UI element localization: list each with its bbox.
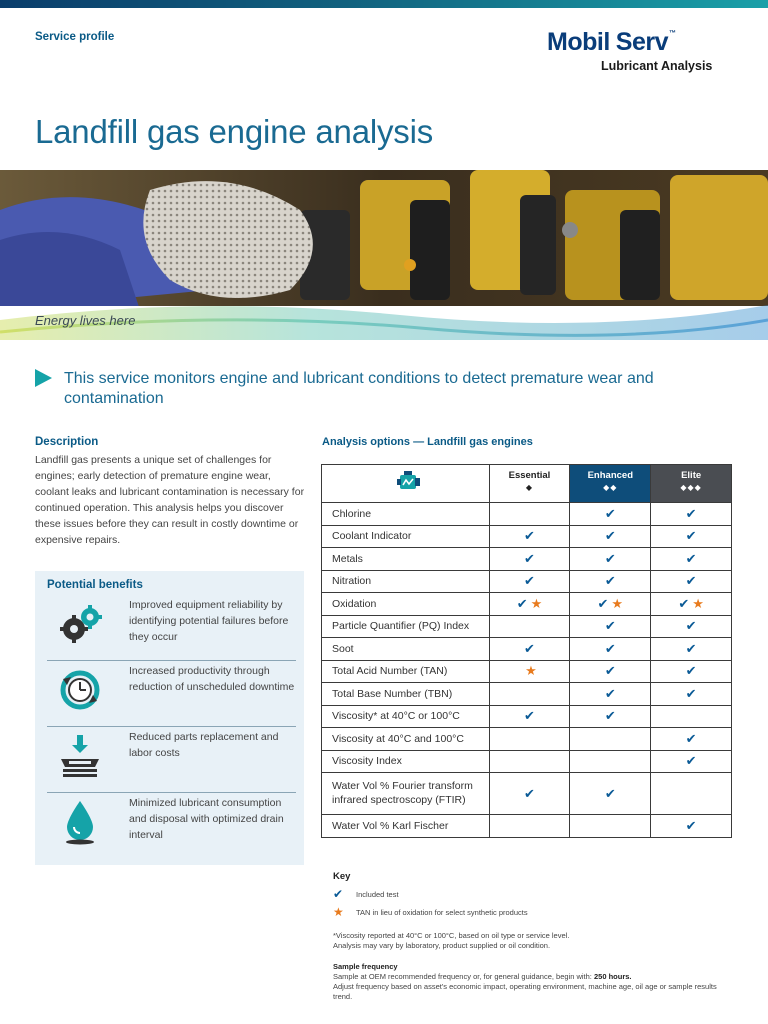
benefit-item	[35, 793, 304, 859]
mark-cell-elite	[651, 660, 732, 683]
sample-line: Sample at OEM recommended frequency or, for general guidance, begin with:	[333, 972, 592, 981]
table-row	[322, 705, 732, 728]
diamond-rating: ◆◆	[603, 483, 618, 492]
mark-cell-enhanced	[570, 525, 651, 548]
table-row	[322, 683, 732, 706]
key-tan-row	[333, 905, 528, 919]
mark-cell-enhanced	[570, 683, 651, 706]
check-icon: ✔	[604, 573, 616, 589]
check-icon: ✔	[685, 663, 697, 679]
clock-cycle-icon	[57, 667, 103, 713]
engine-icon	[396, 470, 422, 494]
benefit-text: Reduced parts replacement and labor costs	[129, 731, 279, 759]
mark-cell-elite	[651, 705, 732, 728]
key-title: Key	[333, 871, 351, 882]
mark-cell-essential	[489, 548, 570, 571]
mark-cell-enhanced	[570, 503, 651, 526]
mark-cell-elite	[651, 615, 732, 638]
sample-frequency-heading: Sample frequency	[333, 962, 398, 971]
star-icon: ★	[525, 663, 537, 679]
description-heading: Description	[35, 436, 99, 448]
mark-cell-essential	[489, 728, 570, 751]
table-row	[322, 570, 732, 593]
check-icon: ✔	[524, 785, 535, 801]
check-icon: ✔	[524, 528, 535, 544]
mark-cell-essential	[489, 615, 570, 638]
column-name: Essential	[508, 470, 551, 481]
mark-cell-enhanced	[570, 570, 651, 593]
mark-cell-essential	[489, 815, 570, 838]
mark-cell-elite	[651, 503, 732, 526]
analysis-options-title: Analysis options — Landfill gas engines	[322, 436, 533, 448]
check-icon: ✔	[685, 618, 697, 634]
table-row	[322, 773, 732, 815]
check-icon: ✔	[604, 685, 616, 701]
key-included-text: Included test	[356, 889, 399, 899]
mark-cell-elite	[651, 593, 732, 616]
check-icon: ✔	[685, 730, 697, 746]
mark-cell-enhanced	[570, 638, 651, 661]
mark-cell-elite	[651, 683, 732, 706]
star-icon: ★	[611, 595, 624, 611]
mark-cell-elite	[651, 750, 732, 773]
check-icon: ✔	[516, 595, 528, 611]
mark-cell-essential	[489, 750, 570, 773]
table-header-row	[322, 465, 732, 503]
table-row	[322, 638, 732, 661]
mark-cell-essential	[489, 705, 570, 728]
mark-cell-enhanced	[570, 705, 651, 728]
check-icon: ✔	[678, 595, 690, 611]
test-name-cell: Coolant Indicator	[322, 525, 490, 548]
column-enhanced	[570, 465, 651, 503]
benefits-panel	[35, 571, 304, 865]
mark-cell-elite	[651, 773, 732, 815]
test-name-cell: Water Vol % Karl Fischer	[322, 815, 490, 838]
mark-cell-enhanced	[570, 615, 651, 638]
test-name-cell: Nitration	[322, 570, 490, 593]
mark-cell-essential	[489, 683, 570, 706]
test-name-cell: Water Vol % Fourier transform infrared spectroscopy (FTIR)	[322, 773, 490, 815]
table-row	[322, 728, 732, 751]
column-name: Elite	[681, 470, 702, 481]
star-icon: ★	[333, 905, 344, 919]
logo-trademark: ™	[668, 30, 676, 37]
test-name-cell: Chlorine	[322, 503, 490, 526]
mark-cell-essential	[489, 570, 570, 593]
mark-cell-essential	[489, 503, 570, 526]
check-icon: ✔	[604, 640, 616, 656]
play-arrow-icon	[35, 369, 52, 387]
gears-icon	[57, 601, 103, 647]
mark-cell-elite	[651, 570, 732, 593]
check-icon: ✔	[685, 640, 697, 656]
check-icon: ✔	[333, 887, 344, 901]
description-body: Landfill gas presents a unique set of challenges for engines; early detection of premature engine wear, coolant leaks and lubricant contamination is necessary for continued operation. This analysis helps you discover these issues before they can result in costly downtime or expensive repairs.	[35, 454, 305, 546]
energy-tagline: Energy lives here	[35, 313, 136, 328]
mark-cell-essential	[489, 660, 570, 683]
page-title: Landfill gas engine analysis	[35, 113, 434, 150]
test-name-cell: Viscosity* at 40°C or 100°C	[322, 705, 490, 728]
test-name-cell: Soot	[322, 638, 490, 661]
diamond-rating: ◆◆◆	[680, 483, 702, 492]
check-icon: ✔	[604, 618, 616, 634]
table-row	[322, 525, 732, 548]
sample-frequency	[333, 962, 733, 1002]
check-icon: ✔	[604, 708, 616, 724]
check-icon: ✔	[685, 753, 697, 769]
check-icon: ✔	[524, 550, 535, 566]
top-gradient-bar	[0, 0, 768, 8]
test-name-cell: Metals	[322, 548, 490, 571]
column-essential	[489, 465, 570, 503]
mark-cell-enhanced	[570, 773, 651, 815]
lead-text: This service monitors engine and lubricant conditions to detect premature wear and contamination	[64, 370, 654, 407]
check-icon: ✔	[604, 785, 616, 801]
check-icon: ✔	[524, 573, 535, 589]
benefit-item	[35, 661, 304, 727]
benefit-text: Minimized lubricant consumption and disposal with optimized drain interval	[129, 797, 284, 841]
table-row	[322, 750, 732, 773]
table-row	[322, 815, 732, 838]
table-row	[322, 615, 732, 638]
mark-cell-enhanced	[570, 548, 651, 571]
footnote-line: Analysis may vary by laboratory, product supplied or oil condition.	[333, 941, 551, 950]
lead-statement	[35, 369, 715, 409]
benefit-item	[35, 595, 304, 661]
key-tan-text: TAN in lieu of oxidation for select synthetic products	[356, 907, 528, 917]
mark-cell-elite	[651, 548, 732, 571]
key-included-row	[333, 887, 399, 901]
column-elite	[651, 465, 732, 503]
mark-cell-enhanced	[570, 750, 651, 773]
logo-subtitle: Lubricant Analysis	[601, 59, 713, 73]
mark-cell-enhanced	[570, 660, 651, 683]
check-icon: ✔	[685, 505, 697, 521]
viscosity-footnote	[333, 931, 733, 951]
mark-cell-elite	[651, 525, 732, 548]
mark-cell-essential	[489, 525, 570, 548]
benefit-item	[35, 727, 304, 793]
test-name-cell: Particle Quantifier (PQ) Index	[322, 615, 490, 638]
test-name-cell: Viscosity at 40°C and 100°C	[322, 728, 490, 751]
check-icon: ✔	[604, 505, 616, 521]
table-row	[322, 593, 732, 616]
check-icon: ✔	[685, 528, 697, 544]
oil-drop-icon	[57, 799, 103, 845]
analysis-options-table	[321, 464, 732, 838]
sample-hours: 250 hours.	[594, 972, 632, 981]
table-body	[322, 503, 732, 838]
mark-cell-essential	[489, 773, 570, 815]
check-icon: ✔	[604, 528, 616, 544]
benefit-text: Increased productivity through reduction of unscheduled downtime	[129, 665, 295, 693]
check-icon: ✔	[604, 663, 616, 679]
test-name-cell: Total Base Number (TBN)	[322, 683, 490, 706]
footnote-line: *Viscosity reported at 40°C or 100°C, based on oil type or service level.	[333, 931, 570, 940]
mark-cell-elite	[651, 638, 732, 661]
mark-cell-enhanced	[570, 728, 651, 751]
benefits-title: Potential benefits	[47, 579, 143, 591]
check-icon: ✔	[685, 817, 697, 833]
check-icon: ✔	[685, 685, 697, 701]
mark-cell-enhanced	[570, 815, 651, 838]
mark-cell-essential	[489, 593, 570, 616]
table-row	[322, 660, 732, 683]
mobil-serv-logo	[547, 30, 747, 73]
check-icon: ✔	[685, 573, 697, 589]
table-corner-cell	[322, 465, 490, 503]
diamond-rating: ◆	[525, 483, 534, 492]
service-profile-label: Service profile	[35, 31, 115, 43]
check-icon: ✔	[685, 550, 697, 566]
check-icon: ✔	[604, 550, 616, 566]
table-row	[322, 503, 732, 526]
test-name-cell: Total Acid Number (TAN)	[322, 660, 490, 683]
test-name-cell: Oxidation	[322, 593, 490, 616]
mark-cell-enhanced	[570, 593, 651, 616]
mark-cell-elite	[651, 728, 732, 751]
mark-cell-elite	[651, 815, 732, 838]
logo-serv-text: Serv	[615, 28, 668, 56]
table-row	[322, 548, 732, 571]
column-name: Enhanced	[587, 470, 633, 481]
star-icon: ★	[530, 595, 543, 611]
sample-adjust-line: Adjust frequency based on asset's economic impact, operating environment, machine age, oil age or sample results trend.	[333, 982, 717, 1001]
test-name-cell: Viscosity Index	[322, 750, 490, 773]
star-icon: ★	[692, 595, 704, 611]
check-icon: ✔	[524, 708, 535, 724]
check-icon: ✔	[597, 595, 609, 611]
mark-cell-essential	[489, 638, 570, 661]
check-icon: ✔	[524, 640, 535, 656]
logo-mobil-text: Mobil	[547, 28, 610, 56]
parts-tray-icon	[57, 733, 103, 779]
benefit-text: Improved equipment reliability by identifying potential failures before they occur	[129, 599, 289, 643]
